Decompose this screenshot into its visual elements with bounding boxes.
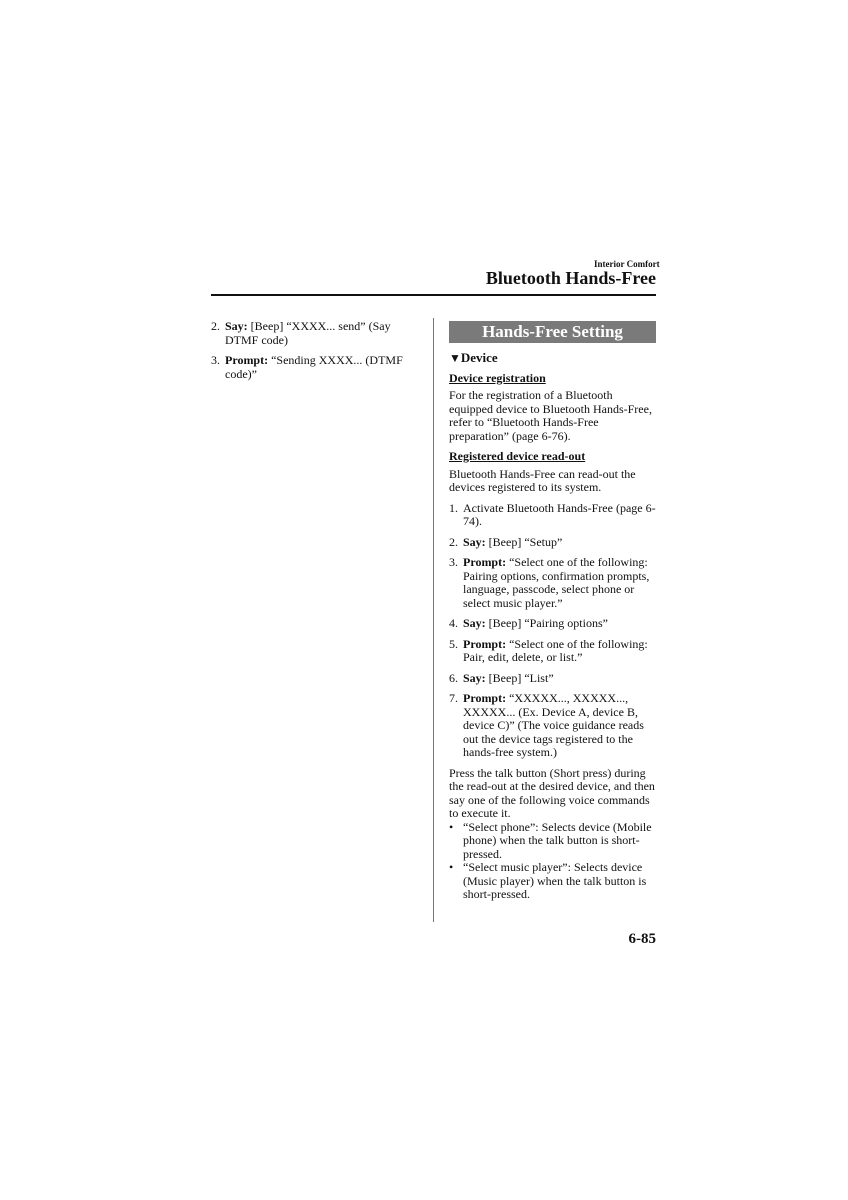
paragraph-registration: For the registration of a Bluetooth equipped device to Bluetooth Hands-Free, refer to “Bluetooth Hands-Free preparation” (page 6-76). [449, 388, 652, 443]
readout-step: 7. Prompt: “XXXXX..., XXXXX..., XXXXX... (Ex. Device A, device B, device C)” (The voice guidance reads out the device tags registered to the hands-free system.) [449, 691, 644, 759]
list-item: • “Select music player”: Selects device (Music player) when the talk button is short-pressed. [449, 860, 647, 901]
readout-step: 4. Say: [Beep] “Pairing options” [449, 616, 608, 630]
running-header-title: Bluetooth Hands-Free [485, 268, 656, 288]
left-step: 2. Say: [Beep] “XXXX... send” (Say DTMF code) [211, 319, 391, 347]
subheading-readout: Registered device read-out [449, 449, 586, 463]
list-item: • “Select phone”: Selects device (Mobile phone) when the talk button is short-pressed. [449, 819, 652, 861]
bullet-list [449, 821, 659, 902]
readout-step: 6. Say: [Beep] “List” [449, 670, 554, 685]
readout-step: 2. Say: [Beep] “Setup” [449, 534, 563, 549]
subheading-registration: Device registration [449, 370, 546, 385]
left-column [211, 320, 411, 388]
right-column [449, 321, 659, 902]
readout-step: 5. Prompt: “Select one of the following: Pair, edit, delete, or list.” [449, 636, 648, 664]
page-number: 6-85 [628, 931, 656, 947]
readout-step: 3. Prompt: “Select one of the following: Pairing options, confirmation prompts, language, passcode, select phone or select music player.” [449, 555, 650, 610]
section-heading: ▼Device [449, 350, 498, 365]
section-banner: Hands-Free Setting [449, 321, 656, 343]
header-rule [211, 294, 656, 296]
paragraph-readout-closing: Press the talk button (Short press) during the read-out at the desired device, and then say one of the following voice commands to execute it. [449, 765, 655, 820]
column-divider [433, 318, 434, 922]
running-header-section: Interior Comfort [594, 259, 660, 269]
readout-step: 1. Activate Bluetooth Hands-Free (page 6-74). [449, 500, 656, 528]
left-step: 3. Prompt: “Sending XXXX... (DTMF code)” [211, 353, 403, 381]
triangle-down-icon: ▼ [449, 351, 461, 365]
paragraph-readout-intro: Bluetooth Hands-Free can read-out the devices registered to its system. [449, 466, 636, 494]
